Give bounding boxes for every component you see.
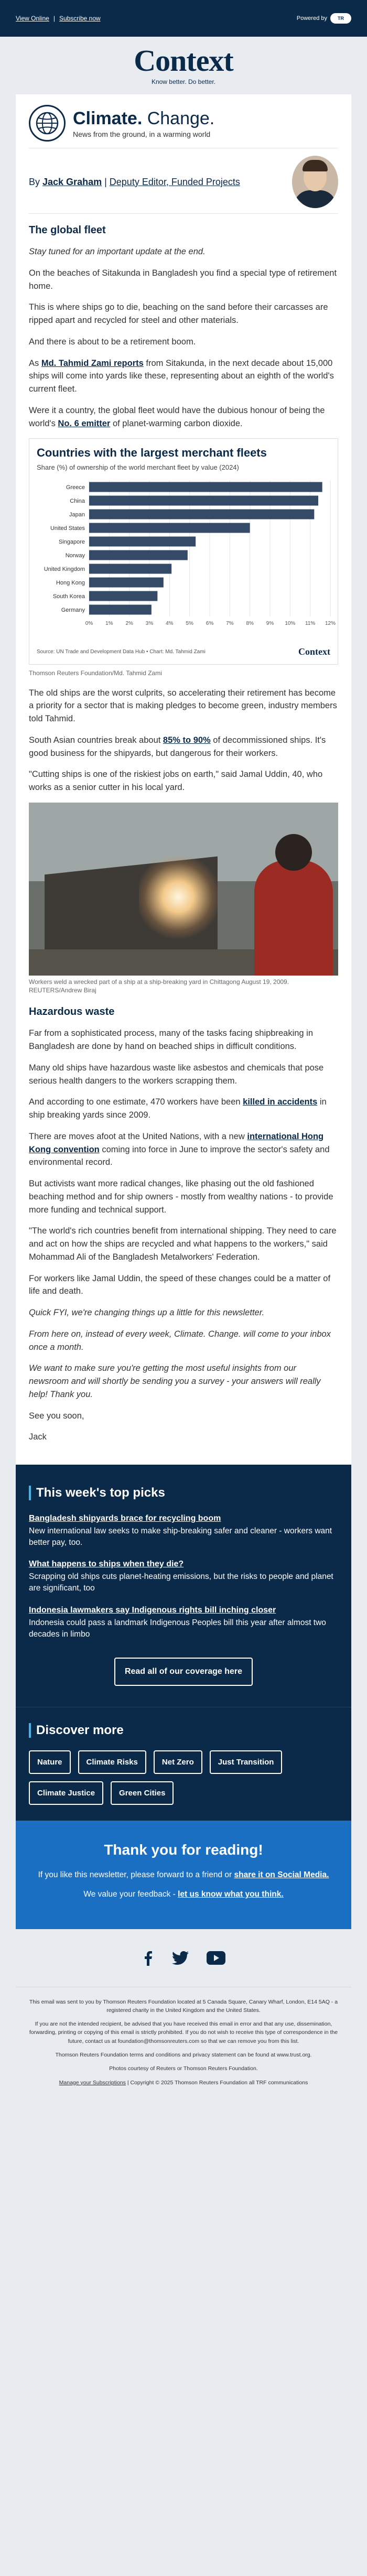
pick-title-link[interactable]: What happens to ships when they die? (29, 1560, 184, 1569)
text-span: of decommissioned ships. It's good business for the shipyards, but dangerous for their workers. (29, 735, 326, 758)
pick-title-link[interactable]: Bangladesh shipyards brace for recycling boom (29, 1514, 221, 1523)
tahmid-report-link[interactable]: Md. Tahmid Zami reports (41, 358, 144, 368)
chart-category-label: United Kingdom (44, 566, 85, 572)
chart-tick-label: 1% (105, 620, 113, 626)
text-span: And according to one estimate, 470 workers have been (29, 1097, 243, 1107)
chart-tick-label: 6% (206, 620, 214, 626)
no6-emitter-link[interactable]: No. 6 emitter (58, 418, 111, 428)
text-span: | Copyright © 2025 Thomson Reuters Foundation all TRF communications (125, 2079, 308, 2086)
text-span: There are moves afoot at the United Nations, with a new (29, 1131, 247, 1141)
thanks-heading: Thank you for reading! (104, 1842, 263, 1858)
newsletter-header (29, 105, 338, 148)
text-span: of planet-warming carbon dioxide. (110, 418, 243, 428)
chart-bar (89, 482, 322, 492)
read-coverage-button[interactable]: Read all of our coverage here (114, 1658, 253, 1686)
chart-bar (89, 604, 152, 614)
author-role-link[interactable]: Deputy Editor, Funded Projects (109, 176, 240, 187)
pick-description: Indonesia could pass a landmark Indigenous Peoples bill this year after almost two decades in limbo (29, 1618, 326, 1639)
chart-tick-label: 5% (186, 620, 193, 626)
chart-source: Source: UN Trade and Development Data Hub • Chart: Md. Tahmid Zami (37, 648, 206, 655)
article-paragraph (29, 734, 338, 760)
footer-line: If you are not the intended recipient, be advised that you have received this email in error and that any use, dissemination, forwarding, printing or copying of this email is strictly prohibited. If you do not wish to receive this type of correspondence in the future, contact us at foundation@thomsonreuters.com so that we can remove you from this list. (29, 2021, 338, 2044)
article-paragraph (29, 1096, 338, 1122)
chart-tick-label: 8% (246, 620, 254, 626)
chart-category-label: China (70, 497, 85, 504)
article-paragraph: We want to make sure you're getting the most useful insights from our newsroom and will shortly be sending you a survey - your answers will really help! Thank you. (29, 1363, 321, 1399)
article-paragraph: On the beaches of Sitakunda in Bangladesh you find a special type of retirement home. (29, 268, 337, 291)
brand-header (0, 37, 367, 94)
footer-line (26, 2079, 341, 2087)
brand-tagline: Know better. Do better. (151, 78, 216, 85)
globe-icon (29, 105, 66, 142)
chart-tick-label: 3% (145, 620, 154, 626)
author-byline (29, 177, 240, 188)
percent-ships-link[interactable]: 85% to 90% (163, 735, 211, 745)
article-paragraph: "The world's rich countries benefit from international shipping. They need to care and act on how the ships are recycled and what happens to the workers," said Mohammad Ali of the Bangladesh Metalworkers' Federation. (29, 1226, 337, 1262)
chart-tick-label: 0% (85, 620, 93, 626)
chart-subtitle: Share (%) of ownership of the world merchant fleet by value (2024) (37, 463, 239, 472)
article-paragraph: This is where ships go to die, beaching on the sand before their carcasses are ripped apart and recycled for steel and other materials. (29, 302, 328, 325)
youtube-icon[interactable] (207, 1951, 225, 1965)
author-name-link[interactable]: Jack Graham (42, 176, 102, 187)
newsletter-title-bold: Climate. (73, 108, 143, 128)
author-separator: | (102, 176, 110, 187)
article-heading-2: Hazardous waste (29, 1006, 115, 1018)
top-picks-section (16, 1465, 351, 1707)
chart-bar (89, 523, 250, 533)
chart-title: Countries with the largest merchant fleets (37, 446, 267, 460)
feedback-link[interactable]: let us know what you think. (178, 1890, 284, 1899)
footer (16, 1987, 351, 2108)
thanks-section (16, 1821, 351, 1929)
article-paragraph: "Cutting ships is one of the riskiest jobs on earth," said Jamal Uddin, 40, who works as a senior cutter in his local yard. (29, 770, 323, 793)
powered-by (297, 13, 351, 24)
text-span: Were it a country, the global fleet would have the dubious honour of being the world's (29, 405, 325, 428)
text-span: from Sitakunda, in the next decade about 15,000 ships will come into yards like these, representing about an eighth of the world's current fleet. (29, 358, 334, 394)
brand-name[interactable]: Context (134, 44, 233, 78)
subscribe-link[interactable]: Subscribe now (59, 15, 101, 22)
facebook-icon[interactable] (142, 1950, 154, 1966)
article-paragraph (29, 404, 338, 430)
trf-logo[interactable]: TR (330, 13, 351, 24)
chart-source-row (37, 645, 330, 659)
top-bar (0, 0, 367, 37)
pick-item (29, 1514, 338, 1548)
chart-tick-label: 2% (125, 620, 133, 626)
chart-tick-label: 4% (166, 620, 174, 626)
discover-heading: Discover more (29, 1723, 338, 1738)
chart-bar (89, 564, 171, 573)
article-paragraph: Quick FYI, we're changing things up a little for this newsletter. (29, 1308, 265, 1318)
text-span: We value your feedback - (83, 1890, 178, 1899)
article-paragraph: See you soon, (29, 1411, 84, 1421)
chip-climate-risks[interactable]: Climate Risks (78, 1750, 146, 1774)
article-paragraph (29, 1130, 338, 1169)
article-body (29, 214, 338, 1465)
chart-logo: Context (298, 646, 330, 657)
thanks-line (29, 1869, 338, 1881)
article-paragraph (29, 357, 338, 396)
chart-category-label: Hong Kong (56, 579, 85, 586)
newsletter-title (73, 109, 214, 129)
pick-description: New international law seeks to make ship-breaking safer and cleaner - workers want better pay, too. (29, 1527, 332, 1547)
chip-nature[interactable]: Nature (29, 1750, 71, 1774)
discover-section (16, 1707, 351, 1821)
pick-item (29, 1560, 338, 1594)
article-paragraph: The old ships are the worst culprits, so accelerating their retirement has become a priority for a sector that is making pledges to become green, industry members told Tahmid. (29, 688, 337, 724)
killed-accidents-link[interactable]: killed in accidents (243, 1097, 318, 1107)
chart-category-label: Germany (61, 607, 85, 613)
chart-category-label: South Korea (52, 593, 85, 600)
twitter-icon[interactable] (172, 1951, 189, 1965)
pick-item (29, 1606, 338, 1640)
article-paragraph: But activists want more radical changes, like phasing out the old fashioned beaching method and for ship owners - mostly from wealthy nations - to provide more funding and technical support. (29, 1179, 333, 1215)
chart-tick-label: 7% (226, 620, 234, 626)
topic-chips (29, 1750, 338, 1805)
text-span: in ship breaking yards since 2009. (29, 1097, 327, 1120)
article-paragraph: From here on, instead of every week, Climate. Change. will come to your inbox once a month. (29, 1329, 331, 1352)
chip-net-zero[interactable]: Net Zero (154, 1750, 202, 1774)
footer-line: Thomson Reuters Foundation terms and conditions and privacy statement can be found at www.trust.org. (55, 2052, 312, 2059)
text-span: If you like this newsletter, please forward to a friend or (38, 1870, 234, 1880)
manage-subscriptions-link[interactable]: Manage your Subscriptions (59, 2079, 126, 2086)
chart-category-label: United States (50, 525, 85, 532)
footer-line: This email was sent to you by Thomson Reuters Foundation located at 5 Canada Square, Canary Wharf, London, E14 5AQ - a registered charity in the United Kingdom and the United States. (29, 1998, 338, 2014)
newsletter-card (16, 94, 351, 1465)
social-row (16, 1929, 351, 1987)
author-prefix: By (29, 176, 43, 187)
author-avatar (292, 156, 338, 208)
chart-category-label: Greece (66, 484, 85, 491)
chart-bar (89, 591, 157, 601)
top-links (16, 15, 101, 22)
text-span: South Asian countries break about (29, 735, 163, 745)
chart-bar (89, 509, 314, 519)
article-paragraph: And there is about to be a retirement boom. (29, 337, 196, 347)
powered-by-label: Powered by (296, 15, 327, 21)
chart-tick-label: 9% (266, 620, 274, 626)
coverage-button-wrap (29, 1658, 338, 1686)
thanks-line (29, 1888, 338, 1900)
chip-just-transition[interactable]: Just Transition (210, 1750, 283, 1774)
chart-category-label: Singapore (58, 538, 85, 545)
view-online-link[interactable]: View Online (16, 15, 49, 22)
chart-tick-label: 11% (305, 620, 316, 626)
chart-tick-label: 10% (285, 620, 296, 626)
chip-climate-justice[interactable]: Climate Justice (29, 1781, 103, 1805)
author-row (29, 148, 338, 214)
chart-bar (89, 536, 196, 546)
photo-caption: Workers weld a wrecked part of a ship at a ship-breaking yard in Chittagong August 19, 2009. REUTERS/Andrew Biraj (29, 978, 289, 994)
chart-bar (89, 550, 188, 560)
chart-category-label: Norway (65, 552, 85, 559)
top-picks-heading: This week's top picks (29, 1486, 338, 1500)
fleet-chart (29, 438, 338, 664)
chart-tick-label: 12% (325, 620, 336, 626)
article-paragraph: Stay tuned for an important update at the end. (29, 247, 206, 256)
newsletter-title-rest: Change. (142, 108, 215, 128)
pick-title-link[interactable]: Indonesia lawmakers say Indigenous rights bill inching closer (29, 1605, 276, 1615)
article-heading: The global fleet (29, 224, 106, 236)
text-span: As (29, 358, 41, 368)
article-paragraph: For workers like Jamal Uddin, the speed of these changes could be a matter of life and death. (29, 1273, 331, 1296)
article-paragraph: Many old ships have hazardous waste like asbestos and chemicals that pose serious health dangers to the workers scrapping them. (29, 1063, 324, 1086)
shipbreaking-photo (29, 803, 338, 976)
text-span: coming into force in June to improve the sector's safety and environmental record. (29, 1144, 330, 1167)
chip-green-cities[interactable]: Green Cities (111, 1781, 174, 1805)
share-social-link[interactable]: share it on Social Media. (234, 1870, 329, 1880)
footer-line: Photos courtesy of Reuters or Thomson Reuters Foundation. (109, 2065, 258, 2072)
article-paragraph: Far from a sophisticated process, many of the tasks facing shipbreaking in Bangladesh are done by hand on beached ships in difficult conditions. (29, 1029, 314, 1052)
top-link-separator: | (53, 15, 55, 22)
chart-bar (89, 577, 164, 587)
chart-bar (89, 495, 318, 505)
chart-plot (37, 476, 336, 638)
chart-caption: Thomson Reuters Foundation/Md. Tahmid Zami (29, 669, 162, 677)
pick-description: Scrapping old ships cuts planet-heating emissions, but the risks to people and planet are significant, too (29, 1572, 333, 1593)
signature: Jack (29, 1432, 47, 1442)
newsletter-subtitle: News from the ground, in a warming world (73, 129, 211, 138)
hong-kong-convention-link[interactable]: international Hong Kong convention (29, 1131, 324, 1154)
chart-category-label: Japan (69, 511, 85, 518)
